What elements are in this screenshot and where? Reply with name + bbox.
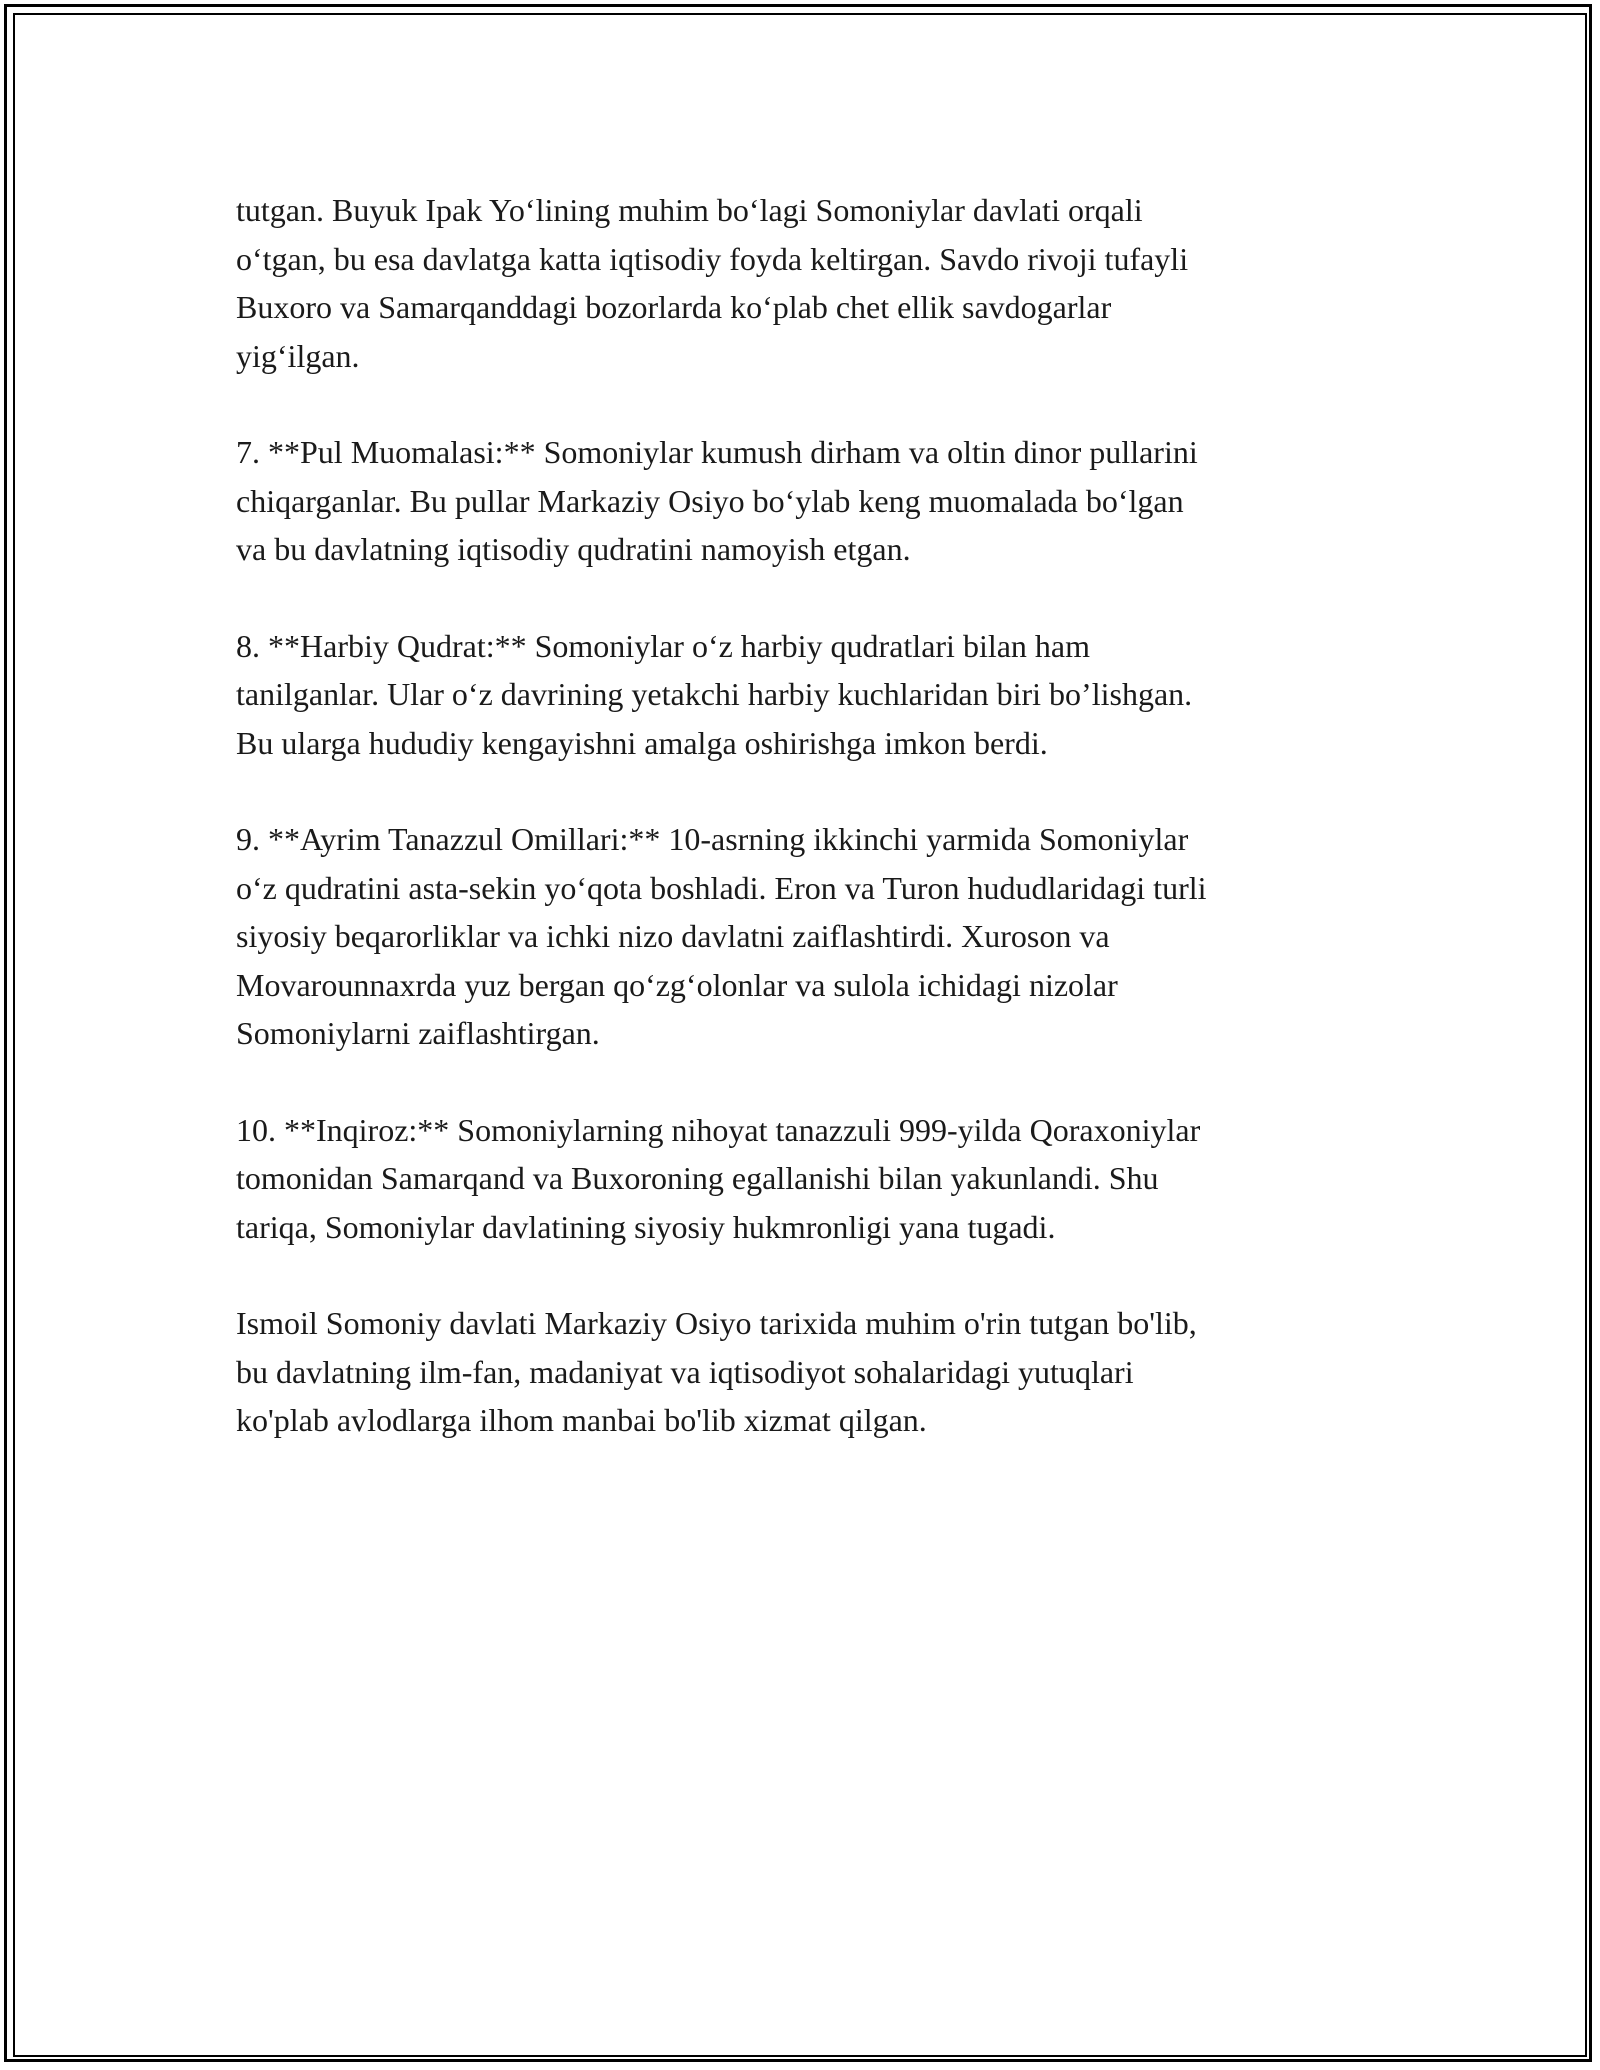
paragraph-conclusion: Ismoil Somoniy davlati Markaziy Osiyo tarixida muhim o'rin tutgan bo'lib, bu davlatning ilm-fan, madaniyat va iqtisodiyot sohalaridagi yutuqlari ko'plab avlodlarga ilhom manbai bo'lib xizmat qilgan. bbox=[236, 1305, 1197, 1438]
paragraph-decline-factors: 9. **Ayrim Tanazzul Omillari:** 10-asrning ikkinchi yarmida Somoniylar o‘z qudratini asta-sekin yo‘qota boshladi. Eron va Turon hududlaridagi turli siyosiy beqarorliklar va ichki nizo davlatni zaiflashtirdi. Xuroson va Movarounnaxrda yuz bergan qo‘zg‘olonlar va sulola ichidagi nizolar Somoniylarni zaiflashtirgan. bbox=[236, 821, 1207, 1051]
paragraph-trade-continuation: tutgan. Buyuk Ipak Yo‘lining muhim bo‘lagi Somoniylar davlati orqali o‘tgan, bu esa davlatga katta iqtisodiy foyda keltirgan. Savdo rivoji tufayli Buxoro va Samarqanddagi bozorlarda ko‘plab chet ellik savdogarlar yig‘ilgan. bbox=[236, 192, 1189, 374]
paragraph-military-power: 8. **Harbiy Qudrat:** Somoniylar o‘z harbiy qudratlari bilan ham tanilganlar. Ular o‘z davrining yetakchi harbiy kuchlaridan biri bo’lishgan. Bu ularga hududiy kengayishni amalga oshirishga imkon berdi. bbox=[236, 627, 1193, 761]
document-body bbox=[236, 186, 1366, 1493]
paragraph-money-circulation: 7. **Pul Muomalasi:** Somoniylar kumush dirham va oltin dinor pullarini chiqarganlar. Bu pullar Markaziy Osiyo bo‘ylab keng muomalada bo‘lgan va bu davlatning iqtisodiy qudratini namoyish etgan. bbox=[236, 434, 1198, 567]
paragraph-collapse: 10. **Inqiroz:** Somoniylarning nihoyat tanazzuli 999-yilda Qoraxoniylar tomonidan Samarqand va Buxoroning egallanishi bilan yakunlandi. Shu tariqa, Somoniylar davlatining siyosiy hukmronligi yana tugadi. bbox=[236, 1111, 1201, 1245]
